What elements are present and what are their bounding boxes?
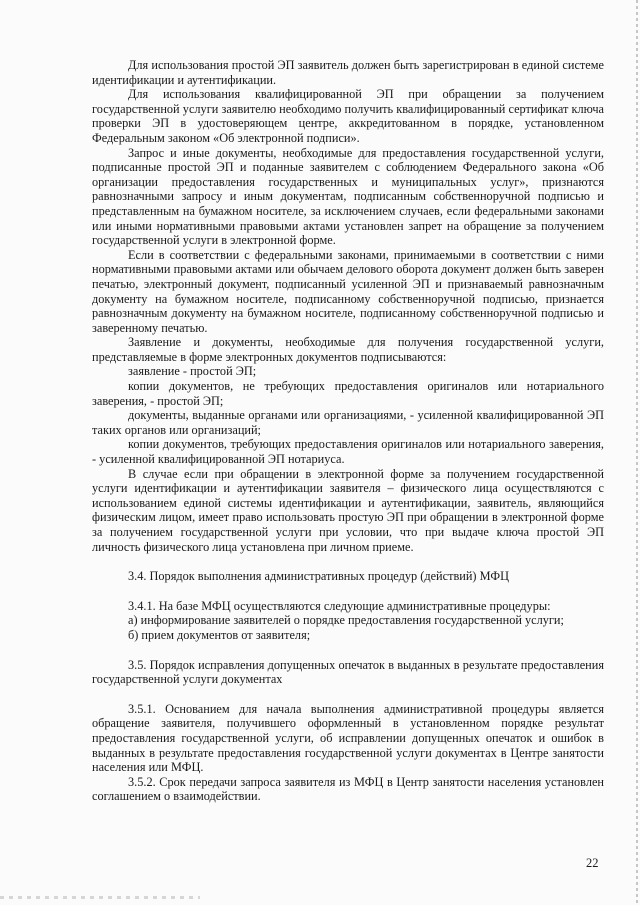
scan-edge [636, 0, 638, 905]
list-item: б) прием документов от заявителя; [128, 627, 311, 642]
page-number: 22 [586, 856, 599, 870]
list-item: документы, выданные органами или организациями, - усиленной квалифицированной ЭП таких органов или организаций; [92, 408, 604, 437]
paragraph: Запрос и иные документы, необходимые для предоставления государственной услуги, подписанные простой ЭП и поданные заявителем с соблюдением Федерального закона «Об организации предоставления государственных и муниципальных услуг», признаются равнозначными запросу и иным документам, подписанным собственноручной подписью и представленным на бумажном носителе, за исключением случаев, если федеральными законами или иными нормативными правовыми актами установлен запрет на обращение за получением государственной услуги в электронной форме. [92, 145, 604, 248]
paragraph: В случае если при обращении в электронной форме за получением государственной услуги идентификации и аутентификации заявителя – физического лица осуществляются с использованием единой системы идентификации и аутентификации, заявитель, являющийся физическим лицом, имеет право использовать простую ЭП при обращении в электронной форме за получением государственной услуги при условии, что при выдаче ключа простой ЭП личность физического лица установлена при личном приеме. [92, 466, 604, 554]
paragraph: Для использования простой ЭП заявитель должен быть зарегистрирован в единой системе идентификации и аутентификации. [92, 58, 604, 87]
scan-artifact [0, 896, 200, 899]
paragraph: Заявление и документы, необходимые для получения государственной услуги, представляемые в форме электронных документов подписываются: [92, 335, 604, 364]
paragraph: 3.4.1. На базе МФЦ осуществляются следующие административные процедуры: [128, 598, 551, 613]
list-item: копии документов, не требующих предоставления оригиналов или нотариального заверения, - простой ЭП; [92, 379, 604, 408]
paragraph: Для использования квалифицированной ЭП при обращении за получением государственной услуги заявителю необходимо получить квалифицированный сертификат ключа проверки ЭП в удостоверяющем центре, аккредитованном в порядке, установленном Федеральным законом «Об электронной подписи». [92, 87, 604, 145]
section-heading: 3.5. Порядок исправления допущенных опечаток в выданных в результате предоставления государственной услуги документах [92, 657, 604, 687]
paragraph: 3.5.1. Основанием для начала выполнения административной процедуры является обращение заявителя, получившего оформленный в установленном порядке результат предоставления государственной услуги, об исправлении допущенных опечаток и ошибок в выданных в результате предоставления государственной услуги документах в Центре занятости населения или МФЦ. [92, 701, 604, 775]
paragraph: Если в соответствии с федеральными законами, принимаемыми в соответствии с ними нормативными правовыми актами или обычаем делового оборота документ должен быть заверен печатью, электронный документ, подписанный усиленной ЭП и признаваемый равнозначным документу на бумажном носителе, подписанному собственноручной подписью, признается равнозначным документу на бумажном носителе, подписанному собственноручной подписью и заверенному печатью. [92, 247, 604, 335]
section-heading: 3.4. Порядок выполнения административных процедур (действий) МФЦ [128, 569, 509, 584]
list-item: а) информирование заявителей о порядке предоставления государственной услуги; [128, 613, 564, 628]
paragraph: 3.5.2. Срок передачи запроса заявителя из МФЦ в Центр занятости населения установлен соглашением о взаимодействии. [92, 774, 604, 804]
document-body [92, 58, 604, 804]
list-item: копии документов, требующих предоставления оригиналов или нотариального заверения, - усиленной квалифицированной ЭП нотариуса. [92, 437, 604, 467]
list-item: заявление - простой ЭП; [128, 364, 257, 379]
